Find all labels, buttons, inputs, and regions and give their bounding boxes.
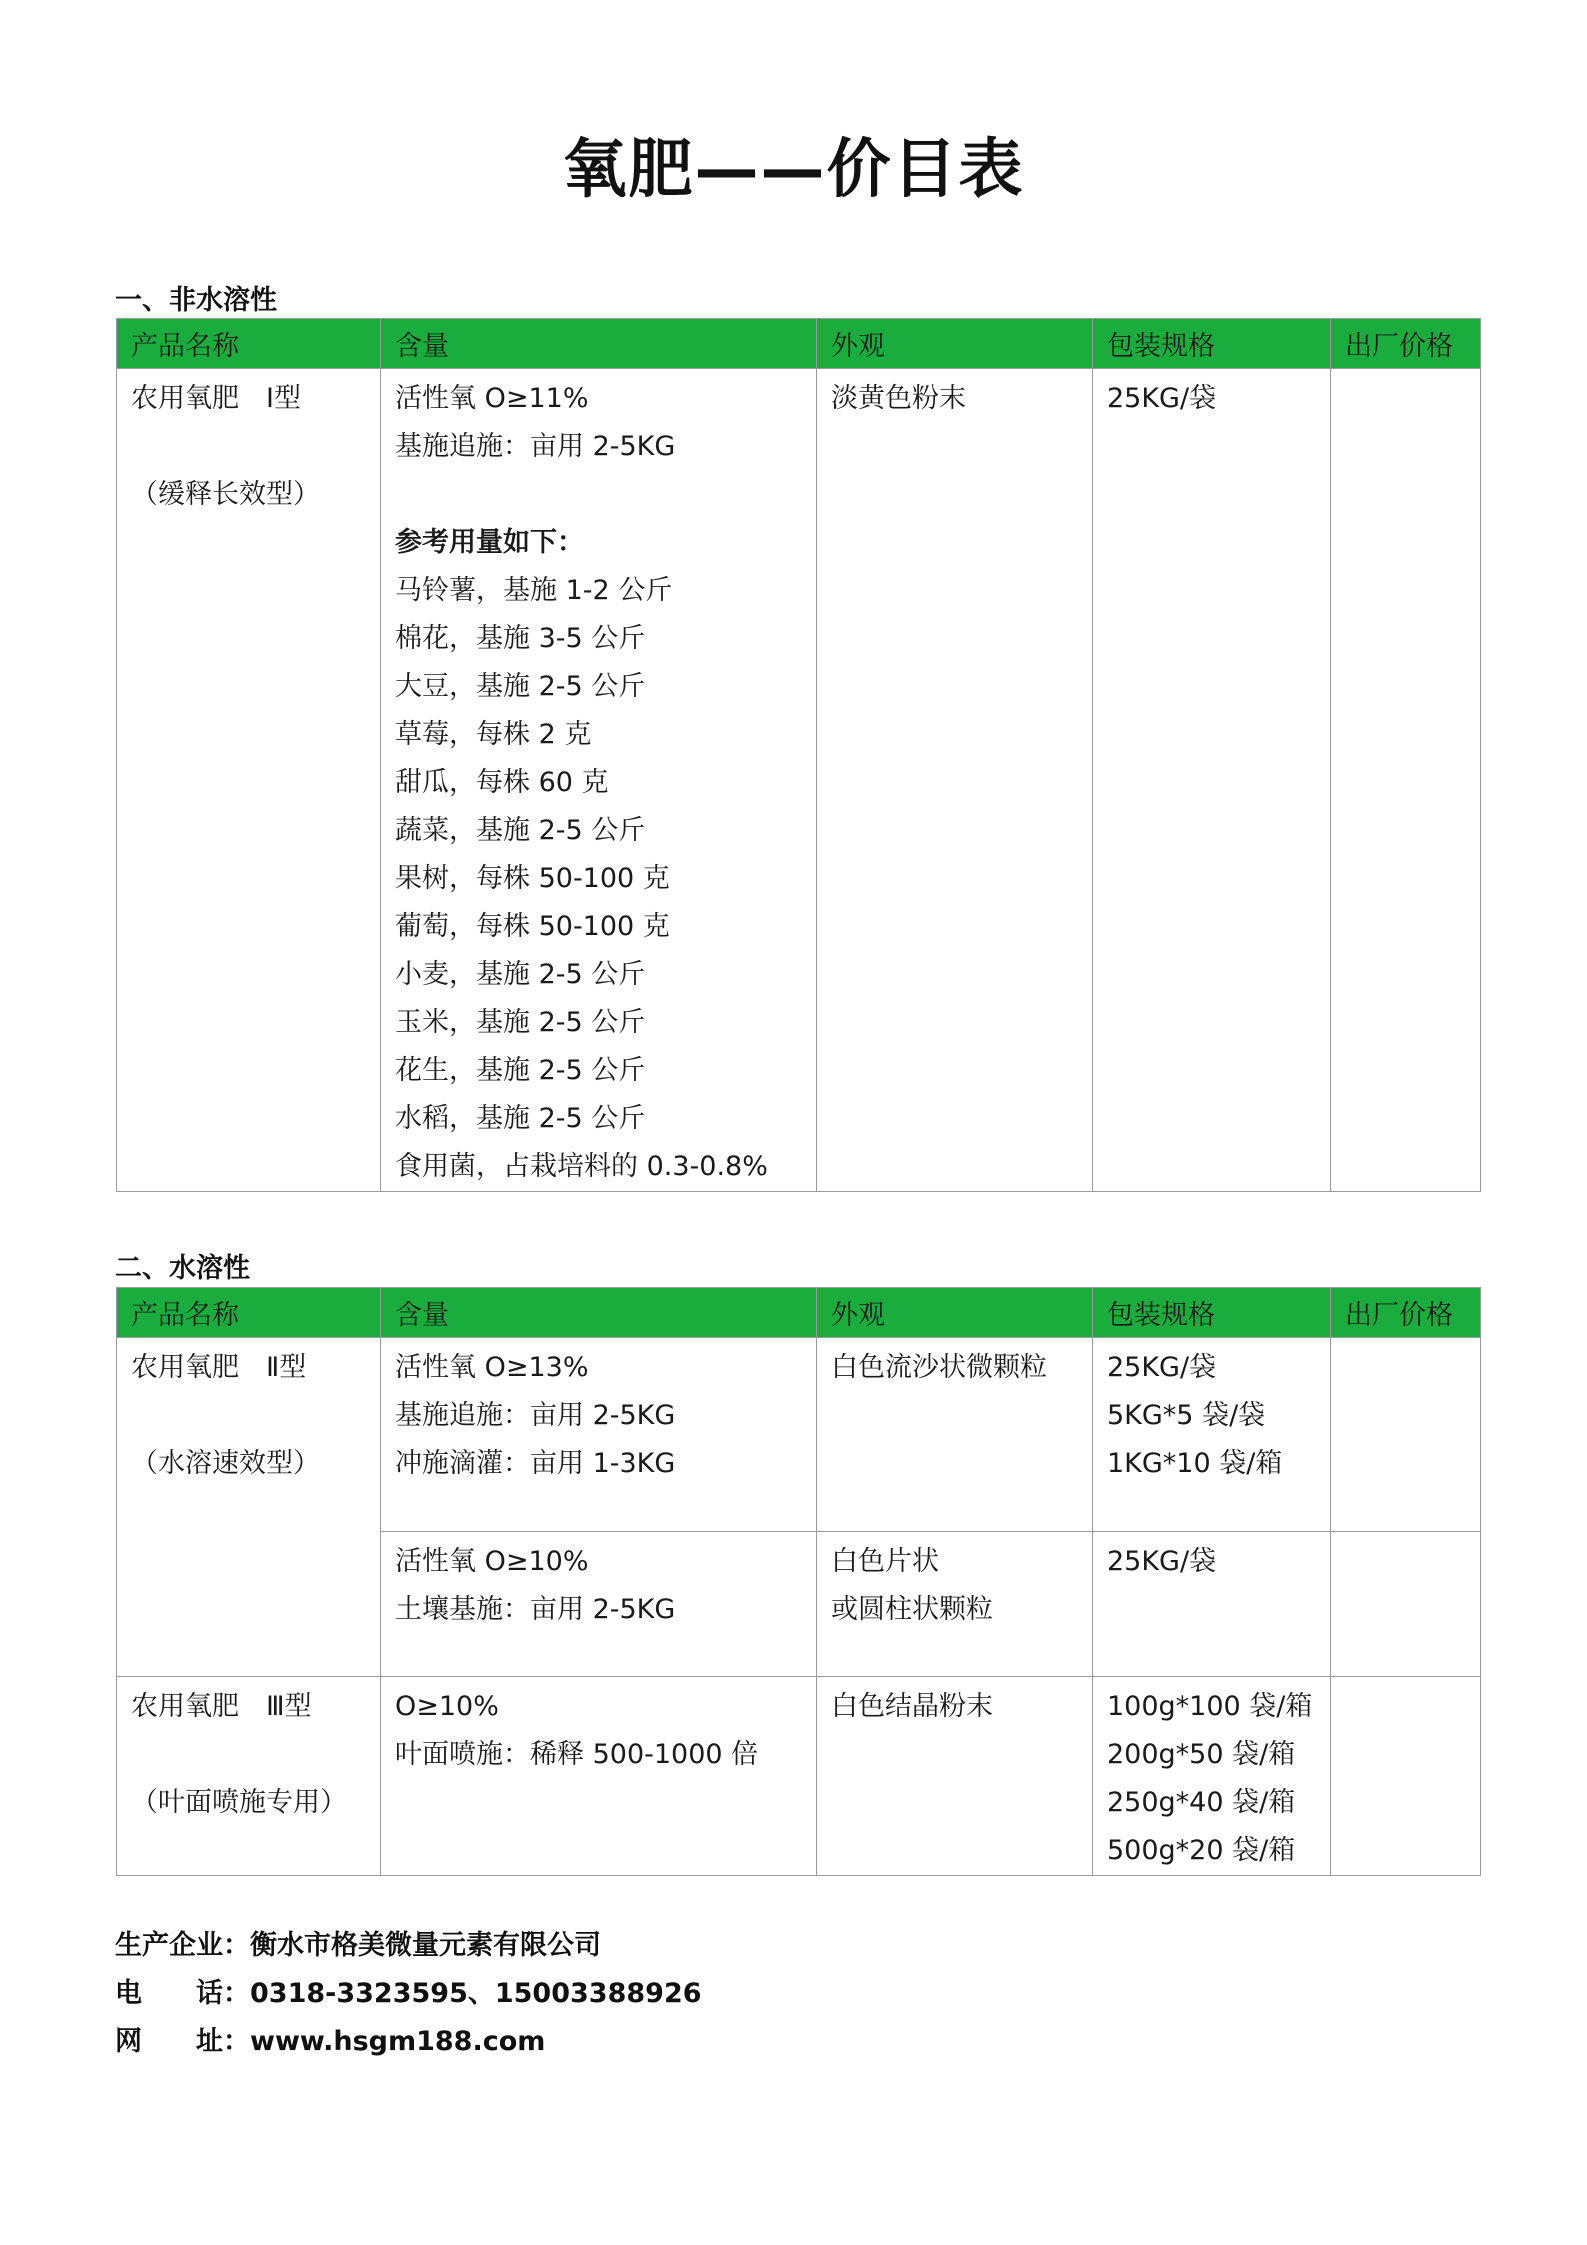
phone-row [115,1970,702,2018]
dosage-line: 草莓，每株 2 克 [395,719,592,750]
content-cell [381,1677,817,1876]
appearance-text: 白色结晶粉末 [831,1691,993,1722]
table-header-row [117,1288,1481,1338]
product-name-cell [117,369,381,1192]
header-appearance: 外观 [817,319,1093,369]
phone-label: 电 话： [115,1978,250,2009]
package-text: 25KG/袋 [1107,1546,1217,1577]
dosage-line: 果树，每株 50-100 克 [395,863,670,894]
price-cell [1331,1677,1481,1876]
appearance-cell [817,1338,1093,1532]
header-content: 含量 [381,319,817,369]
table-header-row [117,319,1481,369]
package-text: 100g*100 袋/箱 [1107,1691,1313,1722]
section-title-non-water-soluble: 一、非水溶性 [115,285,277,316]
package-text: 1KG*10 袋/箱 [1107,1448,1283,1479]
non-water-soluble-table [116,318,1481,1192]
package-text: 5KG*5 袋/袋 [1107,1400,1266,1431]
appearance-text: 或圆柱状颗粒 [831,1594,993,1625]
dosage-line: 小麦，基施 2-5 公斤 [395,959,646,990]
product-name-cell [117,1338,381,1677]
page-title: 氧肥——价目表 [562,133,1025,207]
section-title-water-soluble: 二、水溶性 [115,1253,250,1284]
dosage-line: 食用菌，占栽培料的 0.3-0.8% [395,1151,768,1182]
header-price: 出厂价格 [1331,319,1481,369]
website-row [115,2018,702,2066]
dosage-heading: 参考用量如下： [395,527,584,558]
dosage-line: 甜瓜，每株 60 克 [395,767,609,798]
product-type-note: （水溶速效型） [131,1448,320,1479]
content-line: 活性氧 O≥11% [395,383,589,414]
appearance-text: 淡黄色粉末 [831,383,966,414]
price-cell [1331,1532,1481,1677]
product-type-note: （缓释长效型） [131,479,320,510]
water-soluble-table [116,1287,1481,1876]
dosage-line: 花生，基施 2-5 公斤 [395,1055,646,1086]
content-line: 活性氧 O≥13% [395,1352,589,1383]
table-row [117,1338,1481,1532]
header-appearance: 外观 [817,1288,1093,1338]
phone-number: 0318-3323595、15003388926 [250,1978,702,2009]
header-package: 包装规格 [1093,319,1331,369]
appearance-cell [817,369,1093,1192]
package-cell [1093,1338,1331,1532]
package-text: 25KG/袋 [1107,383,1217,414]
product-name-cell [117,1677,381,1876]
package-cell [1093,1677,1331,1876]
header-product-name: 产品名称 [117,1288,381,1338]
content-line: O≥10% [395,1691,499,1722]
price-cell [1331,1338,1481,1532]
dosage-line: 马铃薯，基施 1-2 公斤 [395,575,673,606]
table-row [117,1677,1481,1876]
content-line: 基施追施：亩用 2-5KG [395,1400,676,1431]
dosage-line: 蔬菜，基施 2-5 公斤 [395,815,646,846]
dosage-line: 葡萄，每株 50-100 克 [395,911,670,942]
company-label: 生产企业： [115,1930,250,1961]
company-info [115,1922,702,2066]
product-name: 农用氧肥 Ⅲ型 [131,1691,312,1722]
content-cell [381,1532,817,1677]
appearance-text: 白色流沙状微颗粒 [831,1352,1047,1383]
content-line: 冲施滴灌：亩用 1-3KG [395,1448,676,1479]
content-line: 土壤基施：亩用 2-5KG [395,1594,676,1625]
dosage-line: 大豆，基施 2-5 公斤 [395,671,646,702]
package-text: 25KG/袋 [1107,1352,1217,1383]
package-text: 500g*20 袋/箱 [1107,1835,1296,1866]
content-line: 基施追施：亩用 2-5KG [395,431,676,462]
header-content: 含量 [381,1288,817,1338]
table-row [117,369,1481,1192]
product-name: 农用氧肥 Ⅱ型 [131,1352,307,1383]
content-line: 活性氧 O≥10% [395,1546,589,1577]
dosage-line: 玉米，基施 2-5 公斤 [395,1007,646,1038]
package-cell [1093,369,1331,1192]
content-line: 叶面喷施：稀释 500-1000 倍 [395,1739,759,1770]
dosage-line: 棉花，基施 3-5 公斤 [395,623,646,654]
package-text: 200g*50 袋/箱 [1107,1739,1296,1770]
price-cell [1331,369,1481,1192]
appearance-text: 白色片状 [831,1546,939,1577]
product-name: 农用氧肥 Ⅰ型 [131,383,301,414]
company-name: 衡水市格美微量元素有限公司 [250,1930,601,1961]
appearance-cell [817,1677,1093,1876]
product-type-note: （叶面喷施专用） [131,1787,347,1818]
content-cell [381,369,817,1192]
company-row [115,1922,702,1970]
dosage-line: 水稻，基施 2-5 公斤 [395,1103,646,1134]
header-product-name: 产品名称 [117,319,381,369]
header-package: 包装规格 [1093,1288,1331,1338]
website-link[interactable]: www.hsgm188.com [250,2026,546,2057]
header-price: 出厂价格 [1331,1288,1481,1338]
package-cell [1093,1532,1331,1677]
website-label: 网 址： [115,2026,250,2057]
content-cell [381,1338,817,1532]
appearance-cell [817,1532,1093,1677]
package-text: 250g*40 袋/箱 [1107,1787,1296,1818]
